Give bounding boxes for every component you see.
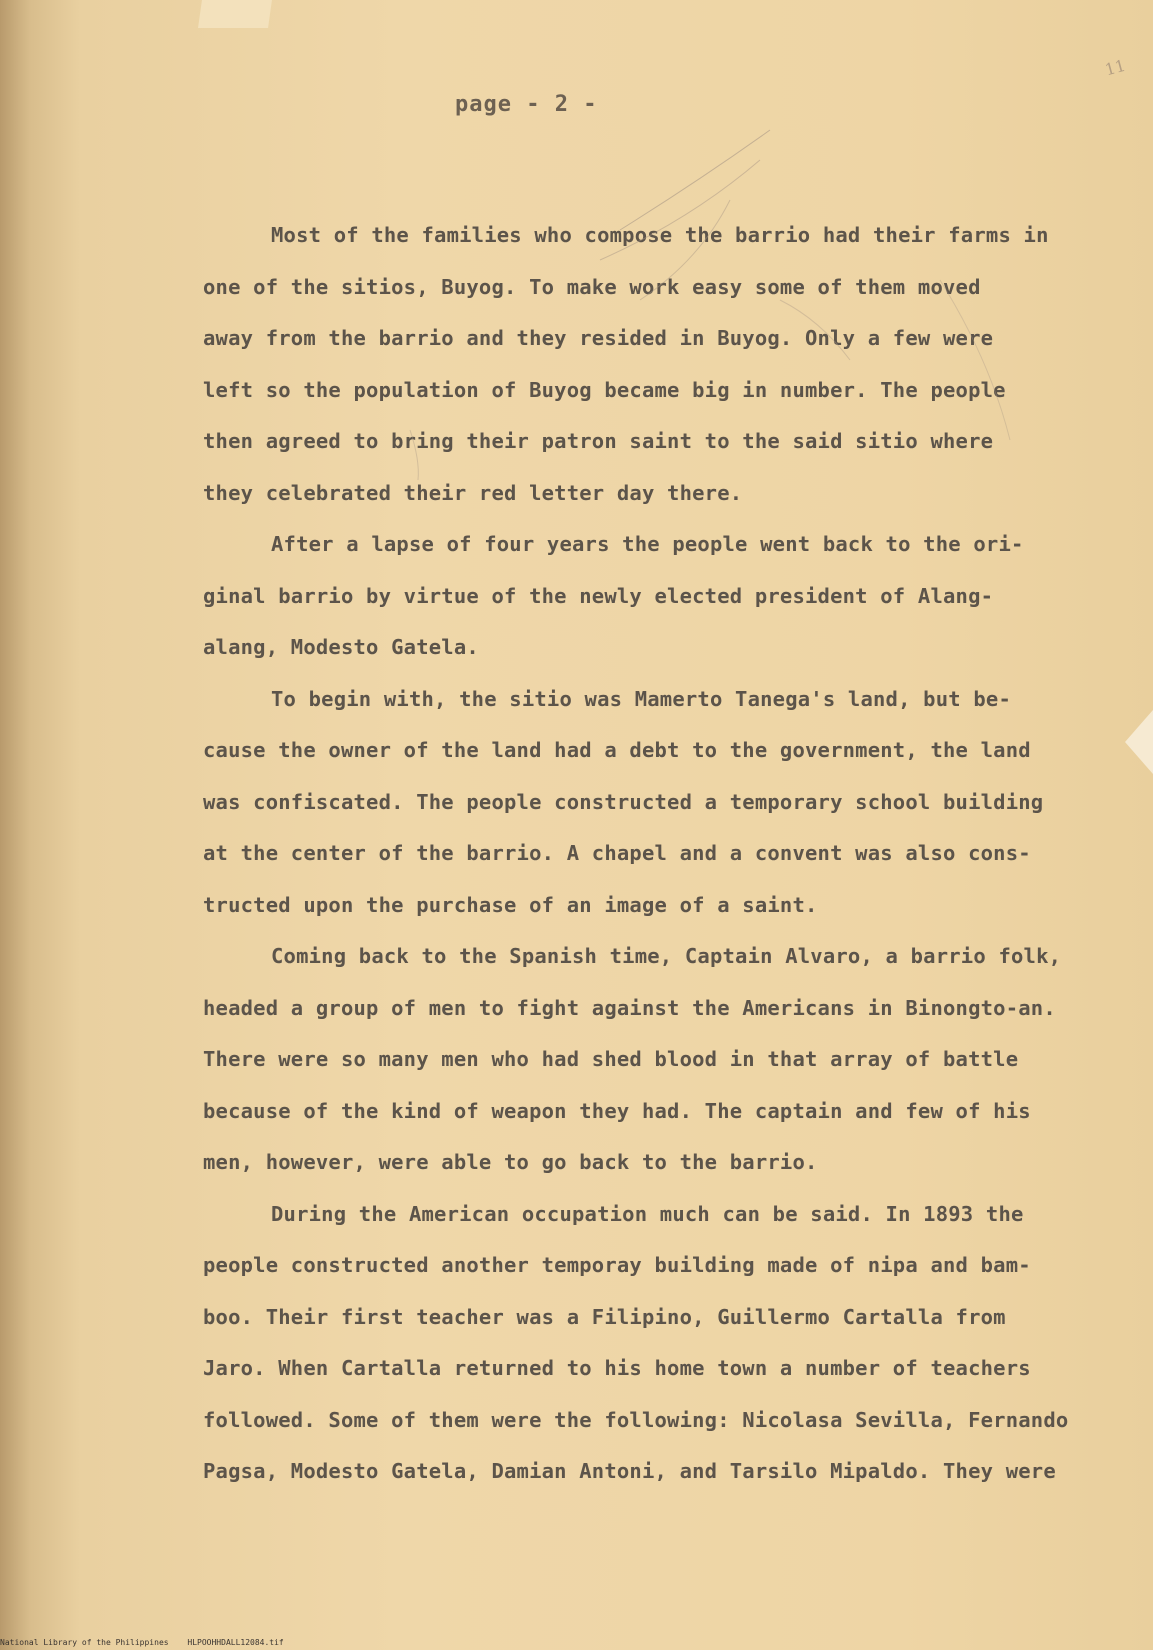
body-text bbox=[203, 210, 1069, 1498]
text-line: men, however, were able to go back to the barrio. bbox=[203, 1150, 818, 1174]
text-line: one of the sitios, Buyog. To make work easy some of them moved bbox=[203, 274, 981, 299]
page-number: page - 2 - bbox=[455, 92, 598, 117]
text-line: left so the population of Buyog became big in number. The people bbox=[203, 377, 1006, 402]
text-line: people constructed another temporay building made of nipa and bam- bbox=[203, 1253, 1031, 1277]
text-line: alang, Modesto Gatela. bbox=[203, 635, 479, 659]
paper-tab bbox=[198, 0, 272, 28]
text-line: There were so many men who had shed blood in that array of battle bbox=[203, 1047, 1019, 1071]
text-line: headed a group of men to fight against the Americans in Binongto-an. bbox=[203, 995, 1056, 1020]
text-line: Jaro. When Cartalla returned to his home town a number of teachers bbox=[203, 1356, 1031, 1380]
scan-footer bbox=[0, 1638, 298, 1647]
folded-corner bbox=[1125, 710, 1153, 774]
text-line: To begin with, the sitio was Mamerto Tanega's land, but be- bbox=[271, 686, 1011, 711]
footer-library: National Library of the Philippines bbox=[0, 1638, 169, 1647]
text-line: Coming back to the Spanish time, Captain Alvaro, a barrio folk, bbox=[271, 944, 1062, 968]
text-line: away from the barrio and they resided in Buyog. Only a few were bbox=[203, 326, 994, 350]
text-line: Pagsa, Modesto Gatela, Damian Antoni, and Tarsilo Mipaldo. They were bbox=[203, 1459, 1056, 1483]
handwritten-mark: 11 bbox=[1102, 55, 1128, 80]
text-line: Most of the families who compose the barrio had their farms in bbox=[271, 223, 1049, 247]
footer-file: HLPOOHHDALL12084.tif bbox=[187, 1638, 284, 1647]
text-line: cause the owner of the land had a debt to the government, the land bbox=[203, 738, 1031, 762]
text-line: at the center of the barrio. A chapel and a convent was also cons- bbox=[203, 841, 1031, 865]
text-line: After a lapse of four years the people went back to the ori- bbox=[271, 532, 1024, 556]
text-line: followed. Some of them were the following: Nicolasa Sevilla, Fernando bbox=[203, 1407, 1069, 1432]
text-line: ginal barrio by virtue of the newly elected president of Alang- bbox=[203, 583, 994, 608]
text-line: boo. Their first teacher was a Filipino, Guillermo Cartalla from bbox=[203, 1304, 1006, 1329]
text-line: then agreed to bring their patron saint to the said sitio where bbox=[203, 429, 994, 453]
text-line: was confiscated. The people constructed a temporary school building bbox=[203, 789, 1044, 814]
text-line: tructed upon the purchase of an image of a saint. bbox=[203, 892, 818, 917]
text-line: because of the kind of weapon they had. The captain and few of his bbox=[203, 1098, 1031, 1123]
text-line: During the American occupation much can be said. In 1893 the bbox=[271, 1201, 1024, 1226]
text-line: they celebrated their red letter day there. bbox=[203, 480, 743, 505]
